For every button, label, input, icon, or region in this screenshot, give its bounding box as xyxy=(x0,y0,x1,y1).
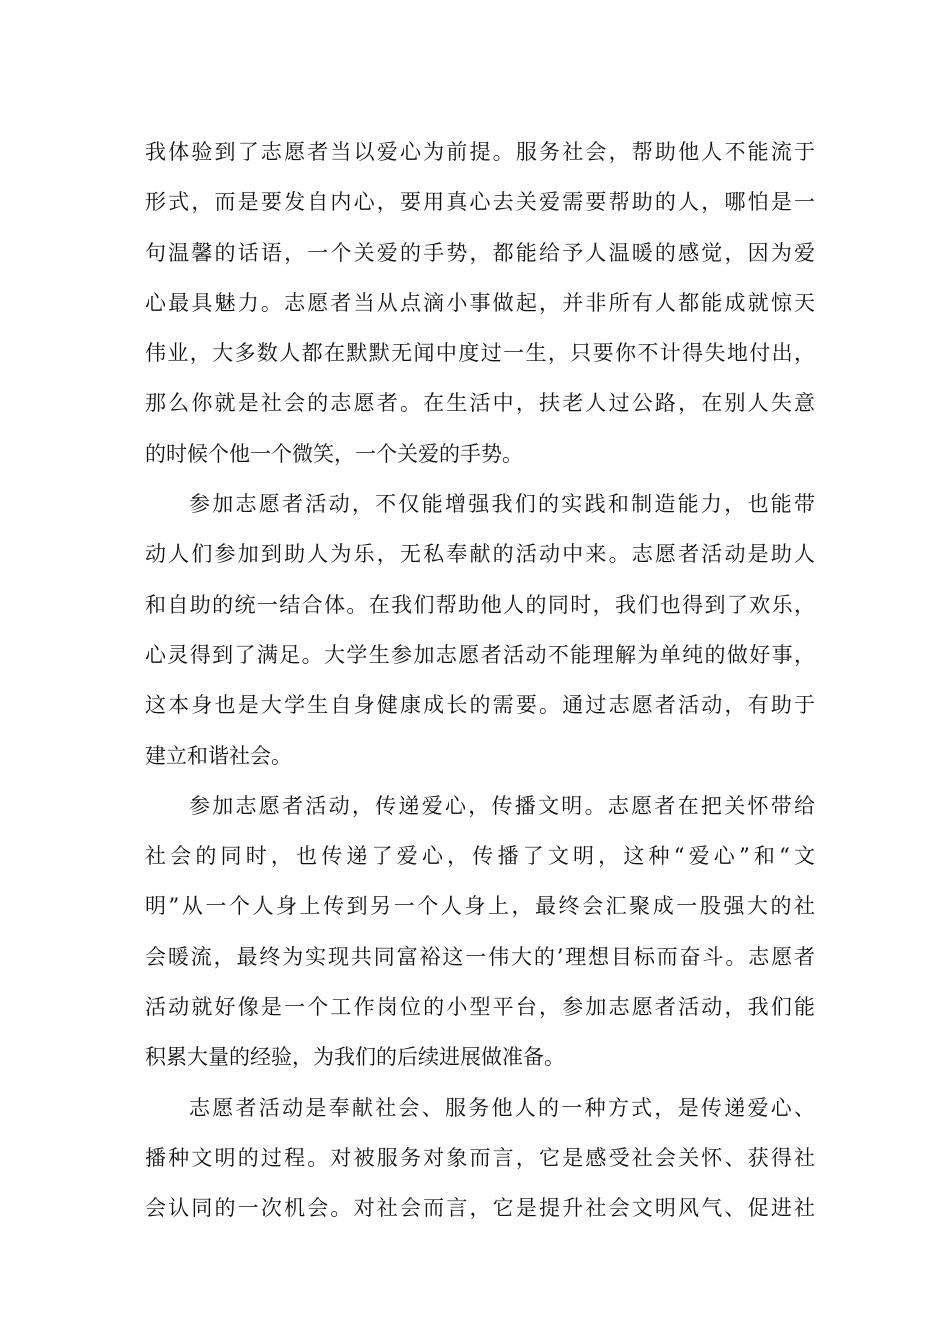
text-line: 会暖流，最终为实现共同富裕这一伟大的’理想目标而奋斗。志愿者 xyxy=(145,944,815,969)
document-body xyxy=(145,131,815,1238)
text-line: 那么你就是社会的志愿者。在生活中，扶老人过公路，在别人失意 xyxy=(145,391,815,416)
text-line: 和自助的统一结合体。在我们帮助他人的同时，我们也得到了欢乐， xyxy=(145,592,815,617)
text-line: 参加志愿者活动，传递爱心，传播文明。志愿者在把关怀带给 xyxy=(189,793,815,818)
text-line: 明”从一个人身上传到另一个人身上，最终会汇聚成一股强大的社 xyxy=(145,894,815,919)
text-line: 志愿者活动是奉献社会、服务他人的一种方式，是传递爱心、 xyxy=(189,1095,815,1120)
text-line: 播种文明的过程。对被服务对象而言，它是感受社会关怀、获得社 xyxy=(145,1145,815,1170)
text-line: 心灵得到了满足。大学生参加志愿者活动不能理解为单纯的做好事， xyxy=(145,642,815,667)
text-line: 伟业，大多数人都在默默无闻中度过一生，只要你不计得失地付出， xyxy=(145,341,815,366)
paragraph-4 xyxy=(145,1087,815,1238)
paragraph-3 xyxy=(145,785,815,1087)
paragraph-1 xyxy=(145,131,815,483)
text-line: 参加志愿者活动，不仅能增强我们的实践和制造能力，也能带 xyxy=(189,492,815,517)
text-line: 社会的同时，也传递了爱心，传播了文明，这种“爱心”和“文 xyxy=(145,844,815,869)
text-line: 的时候个他一个微笑，一个关爱的手势。 xyxy=(145,441,523,466)
text-line: 这本身也是大学生自身健康成长的需要。通过志愿者活动，有助于 xyxy=(145,693,815,718)
text-line: 积累大量的经验，为我们的后续进展做准备。 xyxy=(145,1045,565,1070)
text-line: 心最具魅力。志愿者当从点滴小事做起，并非所有人都能成就惊天 xyxy=(145,290,815,315)
text-line: 活动就好像是一个工作岗位的小型平台，参加志愿者活动，我们能 xyxy=(145,995,815,1020)
text-line: 动人们参加到助人为乐，无私奉献的活动中来。志愿者活动是助人 xyxy=(145,542,815,567)
text-line: 句温馨的话语，一个关爱的手势，都能给予人温暖的感觉，因为爱 xyxy=(145,240,815,265)
text-line: 建立和谐社会。 xyxy=(145,743,292,768)
text-line: 我体验到了志愿者当以爱心为前提。服务社会，帮助他人不能流于 xyxy=(145,140,815,164)
text-line: 会认同的一次机会。对社会而言，它是提升社会文明风气、促进社 xyxy=(145,1196,815,1221)
paragraph-2 xyxy=(145,483,815,785)
text-line: 形式，而是要发自内心，要用真心去关爱需要帮助的人，哪怕是一 xyxy=(145,190,815,215)
